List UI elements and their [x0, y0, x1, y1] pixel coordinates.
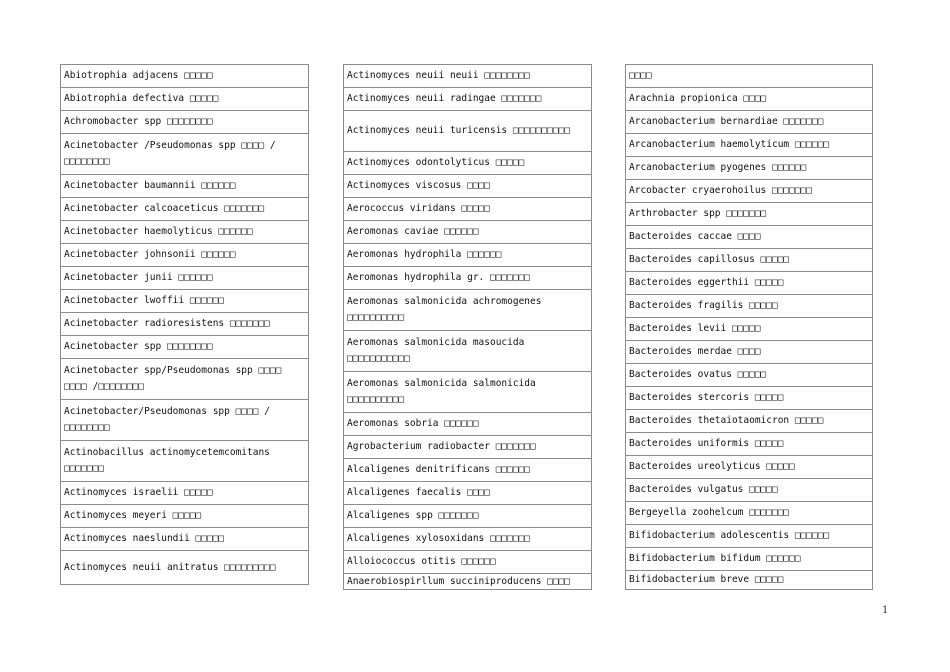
- table-cell: Bacteroides stercoris □□□□□: [626, 387, 872, 410]
- table-cell: Achromobacter spp □□□□□□□□: [61, 111, 308, 134]
- table-cell: Alcaligenes faecalis □□□□: [344, 482, 591, 505]
- table-cell: Bacteroides fragilis □□□□□: [626, 295, 872, 318]
- table-cell: Acinetobacter /Pseudomonas spp □□□□ /□□□□□□□□: [61, 134, 308, 175]
- table-cell: Bacteroides ureolyticus □□□□□: [626, 456, 872, 479]
- table-cell: Bacteroides vulgatus □□□□□: [626, 479, 872, 502]
- table-cell: Acinetobacter spp □□□□□□□□: [61, 336, 308, 359]
- table-cell: Anaerobiospirllum succiniproducens □□□□: [347, 575, 571, 587]
- table-cell: Actinomyces neuii neuii □□□□□□□□: [344, 65, 591, 88]
- table-cell: Bacteroides eggerthii □□□□□: [626, 272, 872, 295]
- table-cell: Bacteroides capillosus □□□□□: [626, 249, 872, 272]
- table-cell: Alloiococcus otitis □□□□□□: [344, 551, 591, 574]
- table-cell: Acinetobacter johnsonii □□□□□□: [61, 244, 308, 267]
- table-cell: Aeromonas salmonicida masoucida □□□□□□□□□□□: [344, 331, 591, 372]
- table-cell: Actinomyces israelii □□□□□: [61, 482, 308, 505]
- table-cell: Alcaligenes xylosoxidans □□□□□□□: [344, 528, 591, 551]
- table-cell: Arcobacter cryaerohoilus □□□□□□□: [626, 180, 872, 203]
- table-column-1: [60, 64, 309, 585]
- table-cell: Agrobacterium radiobacter □□□□□□□: [344, 436, 591, 459]
- table-cell: Alcaligenes denitrificans □□□□□□: [344, 459, 591, 482]
- table-cell: Bifidobacterium adolescentis □□□□□□: [626, 525, 872, 548]
- page-number: 1: [882, 605, 889, 616]
- table-cell: Actinomyces neuii turicensis □□□□□□□□□□: [344, 111, 591, 152]
- table-cell: Abiotrophia adjacens □□□□□: [61, 65, 308, 88]
- table-cell: Bacteroides thetaiotaomicron □□□□□: [626, 410, 872, 433]
- table-cell: Bacteroides uniformis □□□□□: [626, 433, 872, 456]
- table-cell: Aeromonas hydrophila gr. □□□□□□□: [344, 267, 591, 290]
- table-cell: Bacteroides ovatus □□□□□: [626, 364, 872, 387]
- table-cell: Bacteroides levii □□□□□: [626, 318, 872, 341]
- table-cell: Abiotrophia defectiva □□□□□: [61, 88, 308, 111]
- table-column-2: [343, 64, 592, 590]
- table-cell: Acinetobacter calcoaceticus □□□□□□□: [61, 198, 308, 221]
- table-cell: Actinomyces viscosus □□□□: [344, 175, 591, 198]
- table-cell: Acinetobacter radioresistens □□□□□□□: [61, 313, 308, 336]
- table-cell: Aeromonas hydrophila □□□□□□: [344, 244, 591, 267]
- table-cell: Acinetobacter haemolyticus □□□□□□: [61, 221, 308, 244]
- table-cell: □□□□: [626, 65, 872, 88]
- table-cell: Bacteroides caccae □□□□: [626, 226, 872, 249]
- table-cell: Actinomyces meyeri □□□□□: [61, 505, 308, 528]
- table-cell: Aeromonas caviae □□□□□□: [344, 221, 591, 244]
- table-cell: Aeromonas salmonicida salmonicida □□□□□□□□□□: [344, 372, 591, 413]
- table-cell: Arachnia propionica □□□□: [626, 88, 872, 111]
- table-cell: Alcaligenes spp □□□□□□□: [344, 505, 591, 528]
- table-cell: Actinomyces odontolyticus □□□□□: [344, 152, 591, 175]
- table-cell: Acinetobacter spp/Pseudomonas spp □□□□ □□□□ /□□□□□□□□: [61, 359, 308, 400]
- table-cell: Arthrobacter spp □□□□□□□: [626, 203, 872, 226]
- table-cell: Actinomyces neuii radingae □□□□□□□: [344, 88, 591, 111]
- table-cell: Actinobacillus actinomycetemcomitans □□□□□□□: [61, 441, 308, 482]
- table-column-3: [625, 64, 873, 590]
- table-cell: Arcanobacterium bernardiae □□□□□□□: [626, 111, 872, 134]
- table-cell: Acinetobacter lwoffii □□□□□□: [61, 290, 308, 313]
- table-cell: Actinomyces naeslundii □□□□□: [61, 528, 308, 551]
- table-cell: Actinomyces neuii anitratus □□□□□□□□□: [64, 561, 276, 573]
- table-cell: Arcanobacterium pyogenes □□□□□□: [626, 157, 872, 180]
- table-cell: Arcanobacterium haemolyticum □□□□□□: [626, 134, 872, 157]
- table-cell: Bergeyella zoohelcum □□□□□□□: [626, 502, 872, 525]
- table-cell: Aeromonas sobria □□□□□□: [344, 413, 591, 436]
- table-cell: Bacteroides merdae □□□□: [626, 341, 872, 364]
- table-cell: Aerococcus viridans □□□□□: [344, 198, 591, 221]
- table-cell: Acinetobacter baumannii □□□□□□: [61, 175, 308, 198]
- table-cell: Acinetobacter/Pseudomonas spp □□□□ /□□□□□□□□: [61, 400, 308, 441]
- table-cell: Aeromonas salmonicida achromogenes □□□□□□□□□□: [344, 290, 591, 331]
- table-cell: Bifidobacterium breve □□□□□: [629, 574, 784, 585]
- table-cell: Acinetobacter junii □□□□□□: [61, 267, 308, 290]
- table-cell: Bifidobacterium bifidum □□□□□□: [626, 548, 872, 571]
